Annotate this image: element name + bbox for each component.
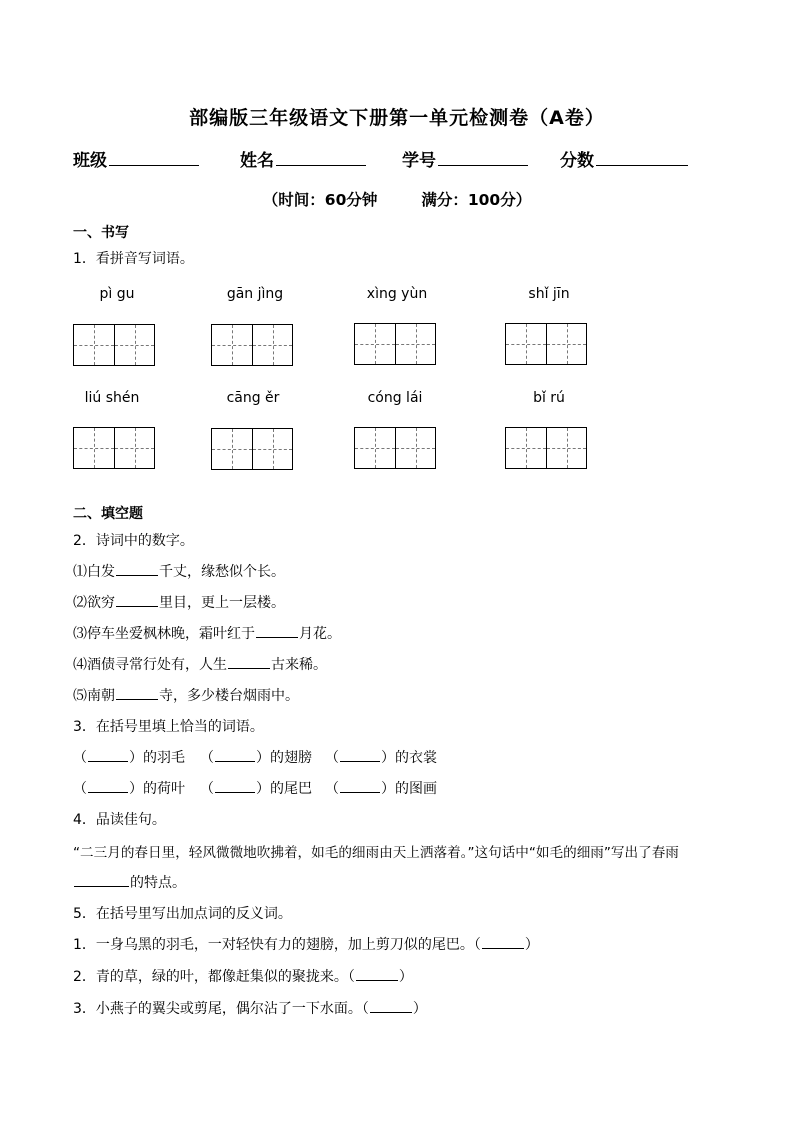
pinyin-label: cāng ěr bbox=[226, 390, 280, 406]
grid-cell[interactable] bbox=[252, 429, 292, 469]
pinyin-label: gān jìng bbox=[226, 286, 284, 302]
q3-item-text: 的图画 bbox=[395, 781, 437, 797]
student-id-blank[interactable] bbox=[438, 149, 528, 166]
student-id-label: 学号 bbox=[402, 151, 436, 171]
q3-item-text: 的翅膀 bbox=[270, 750, 312, 766]
q2-item bbox=[73, 623, 341, 643]
q4-end-text: 的特点。 bbox=[130, 875, 186, 891]
full-score-text: 满分：100分） bbox=[421, 191, 532, 209]
q2-item bbox=[73, 685, 299, 705]
pinyin-label: cóng lái bbox=[367, 390, 423, 406]
grid-cell[interactable] bbox=[546, 428, 586, 468]
item-number: ⑸ bbox=[73, 688, 87, 704]
q2-item bbox=[73, 592, 285, 612]
pinyin-label: shǐ jīn bbox=[528, 286, 570, 302]
q3-item-text: 的尾巴 bbox=[270, 781, 312, 797]
writing-grid[interactable] bbox=[354, 427, 436, 469]
time-info bbox=[0, 188, 794, 210]
class-label: 班级 bbox=[73, 151, 107, 171]
q5-item: 2．青的草，绿的叶，都像赶集似的聚拢来。（ ） bbox=[73, 966, 413, 986]
answer-blank[interactable] bbox=[116, 592, 158, 607]
answer-blank[interactable] bbox=[88, 778, 128, 793]
writing-grid[interactable] bbox=[505, 427, 587, 469]
name-field[interactable] bbox=[240, 146, 366, 171]
grid-cell[interactable] bbox=[212, 429, 252, 469]
class-field[interactable] bbox=[73, 146, 199, 171]
pinyin-label: liú shén bbox=[84, 390, 140, 406]
item-number: ⑷ bbox=[73, 657, 87, 673]
q3-item: （ ）的衣裳 bbox=[325, 747, 437, 767]
item-text-after: 古来稀。 bbox=[271, 657, 327, 673]
answer-blank[interactable] bbox=[482, 934, 524, 949]
item-text-after: 千丈，缘愁似个长。 bbox=[159, 564, 285, 580]
answer-blank[interactable] bbox=[215, 778, 255, 793]
item-number: ⑴ bbox=[73, 564, 87, 580]
q2-item bbox=[73, 561, 285, 581]
answer-blank[interactable] bbox=[88, 747, 128, 762]
answer-blank[interactable] bbox=[356, 966, 398, 981]
q5-prompt: 5．在括号里写出加点词的反义词。 bbox=[73, 906, 292, 922]
student-id-field[interactable] bbox=[402, 146, 528, 171]
grid-cell[interactable] bbox=[395, 428, 435, 468]
grid-cell[interactable] bbox=[74, 325, 114, 365]
q1-prompt: 1．看拼音写词语。 bbox=[73, 251, 194, 267]
answer-blank[interactable] bbox=[228, 654, 270, 669]
pinyin-label: xìng yùn bbox=[366, 286, 428, 302]
grid-cell[interactable] bbox=[506, 428, 546, 468]
q3-item-text: 的衣裳 bbox=[395, 750, 437, 766]
score-field[interactable] bbox=[560, 146, 688, 171]
q3-item: （ ）的荷叶 bbox=[73, 778, 185, 798]
q4-text: “二三月的春日里，轻风微微地吹拂着，如毛的细雨由天上洒落着。”这句话中“如毛的细雨”写出了春雨 bbox=[73, 845, 679, 861]
writing-grid[interactable] bbox=[505, 323, 587, 365]
grid-cell[interactable] bbox=[114, 428, 154, 468]
answer-blank[interactable] bbox=[116, 561, 158, 576]
q3-item: （ ）的羽毛 bbox=[73, 747, 185, 767]
item-text-after: 里目，更上一层楼。 bbox=[159, 595, 285, 611]
item-number: ⑶ bbox=[73, 626, 87, 642]
q3-item: （ ）的图画 bbox=[325, 778, 437, 798]
q3-item: （ ）的尾巴 bbox=[200, 778, 312, 798]
q4-prompt: 4．品读佳句。 bbox=[73, 812, 166, 828]
exam-title: 部编版三年级语文下册第一单元检测卷（A卷） bbox=[189, 107, 605, 129]
score-blank[interactable] bbox=[596, 149, 688, 166]
item-text-after: 寺，多少楼台烟雨中。 bbox=[159, 688, 299, 704]
grid-cell[interactable] bbox=[395, 324, 435, 364]
q3-item: （ ）的翅膀 bbox=[200, 747, 312, 767]
q4-end bbox=[73, 872, 186, 892]
item-text-before: 停车坐爱枫林晚，霜叶红于 bbox=[87, 626, 255, 642]
q3-item-text: 的荷叶 bbox=[143, 781, 185, 797]
grid-cell[interactable] bbox=[506, 324, 546, 364]
pinyin-label: pì gu bbox=[99, 286, 135, 302]
grid-cell[interactable] bbox=[355, 324, 395, 364]
item-text-before: 欲穷 bbox=[87, 595, 115, 611]
grid-cell[interactable] bbox=[114, 325, 154, 365]
pinyin-label: bǐ rú bbox=[533, 390, 565, 406]
grid-cell[interactable] bbox=[546, 324, 586, 364]
writing-grid[interactable] bbox=[211, 428, 293, 470]
answer-blank[interactable] bbox=[340, 778, 380, 793]
writing-grid[interactable] bbox=[73, 427, 155, 469]
q5-item-text: 3．小燕子的翼尖或剪尾，偶尔沾了一下水面。 bbox=[73, 1001, 362, 1017]
item-text-before: 白发 bbox=[87, 564, 115, 580]
q5-item-text: 2．青的草，绿的叶，都像赶集似的聚拢来。 bbox=[73, 969, 348, 985]
class-blank[interactable] bbox=[109, 149, 199, 166]
answer-blank[interactable] bbox=[74, 872, 129, 887]
writing-grid[interactable] bbox=[354, 323, 436, 365]
grid-cell[interactable] bbox=[74, 428, 114, 468]
answer-blank[interactable] bbox=[116, 685, 158, 700]
answer-blank[interactable] bbox=[215, 747, 255, 762]
section2-heading: 二、填空题 bbox=[73, 506, 143, 522]
item-number: ⑵ bbox=[73, 595, 87, 611]
item-text-after: 月花。 bbox=[299, 626, 341, 642]
answer-blank[interactable] bbox=[340, 747, 380, 762]
item-text-before: 南朝 bbox=[87, 688, 115, 704]
q3-item-text: 的羽毛 bbox=[143, 750, 185, 766]
grid-cell[interactable] bbox=[355, 428, 395, 468]
q5-item-text: 1．一身乌黑的羽毛，一对轻快有力的翅膀，加上剪刀似的尾巴。 bbox=[73, 937, 474, 953]
q2-prompt: 2．诗词中的数字。 bbox=[73, 533, 194, 549]
time-text: （时间：60分钟 bbox=[262, 191, 378, 209]
q2-item bbox=[73, 654, 327, 674]
grid-cell[interactable] bbox=[252, 325, 292, 365]
name-blank[interactable] bbox=[276, 149, 366, 166]
name-label: 姓名 bbox=[240, 151, 274, 171]
answer-blank[interactable] bbox=[370, 998, 412, 1013]
q5-item: 1．一身乌黑的羽毛，一对轻快有力的翅膀，加上剪刀似的尾巴。（ ） bbox=[73, 934, 539, 954]
q3-prompt: 3．在括号里填上恰当的词语。 bbox=[73, 719, 264, 735]
section1-heading: 一、书写 bbox=[73, 225, 129, 241]
answer-blank[interactable] bbox=[256, 623, 298, 638]
writing-grid[interactable] bbox=[211, 324, 293, 366]
grid-cell[interactable] bbox=[212, 325, 252, 365]
writing-grid[interactable] bbox=[73, 324, 155, 366]
score-label: 分数 bbox=[560, 151, 594, 171]
q5-item: 3．小燕子的翼尖或剪尾，偶尔沾了一下水面。（ ） bbox=[73, 998, 427, 1018]
item-text-before: 酒债寻常行处有，人生 bbox=[87, 657, 227, 673]
